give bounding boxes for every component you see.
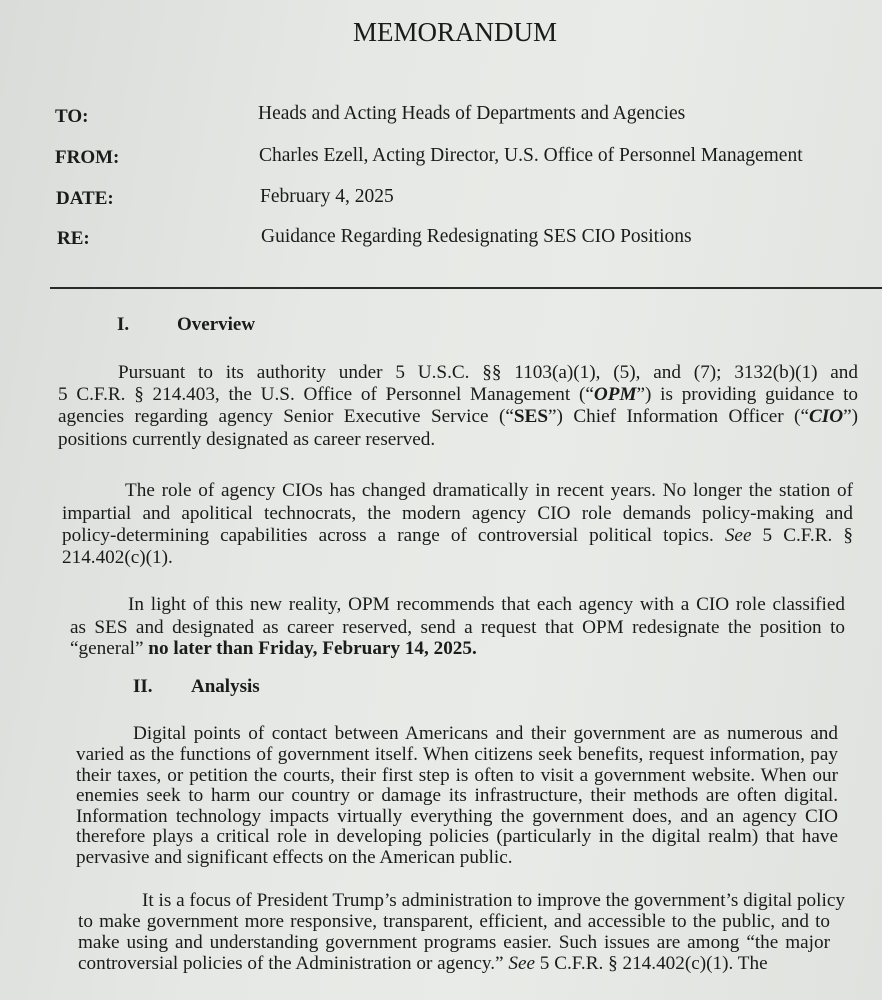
from-value: Charles Ezell, Acting Director, U.S. Office of Personnel Management [259, 145, 803, 166]
section-number-2: II. [133, 676, 153, 697]
text-run: therefore plays a critical role in developing policies (particularly in the digital realm) that have [76, 826, 838, 847]
text-run: SES [513, 406, 549, 427]
text-run: make using and understanding government programs easier. Such issues are among “the major [78, 932, 830, 953]
memo-title: MEMORANDUM [352, 17, 558, 47]
text-line [76, 826, 838, 848]
text-line [58, 429, 858, 451]
text-line [133, 723, 838, 745]
text-run: enemies seek to harm our country or damage its infrastructure, their methods are often digital. [76, 785, 838, 806]
text-run: positions currently designated as career reserved. [58, 429, 436, 450]
text-line [78, 932, 830, 954]
date-value: February 4, 2025 [260, 186, 394, 207]
text-run: ”) is providing guidance to [636, 384, 858, 405]
text-line [76, 847, 838, 869]
text-line [142, 890, 845, 912]
text-run: The role of agency CIOs has changed dramatically in recent years. No longer the station of [125, 480, 853, 501]
text-line [62, 547, 853, 569]
text-run: ”) [843, 406, 858, 427]
to-value: Heads and Acting Heads of Departments and Agencies [258, 103, 686, 124]
text-line [76, 785, 838, 807]
text-line [128, 594, 845, 616]
text-run: controversial policies of the Administration or agency.” [78, 953, 509, 974]
text-run: ”) Chief Information Officer (“ [548, 406, 809, 427]
text-run: 214.402(c)(1). [62, 547, 173, 568]
text-line [76, 765, 838, 787]
text-line [76, 806, 838, 828]
text-run: It is a focus of President Trump’s administration to improve the government’s digital policy [142, 890, 845, 911]
text-run: to make government more responsive, transparent, efficient, and accessible to the public, and to [78, 911, 830, 932]
text-line [78, 953, 830, 975]
text-run: “general” [70, 638, 149, 659]
text-line [125, 480, 853, 502]
text-run: no later than Friday, February 14, 2025. [148, 638, 477, 659]
text-run: Digital points of contact between Americans and their government are as numerous and [133, 723, 838, 744]
text-run: 5 C.F.R. § 214.403, the U.S. Office of Personnel Management (“ [58, 384, 594, 405]
date-label: DATE: [56, 188, 114, 209]
text-run: pervasive and significant effects on the American public. [76, 847, 513, 868]
text-run: Information technology impacts virtually everything the government does, and an agency CIO [76, 806, 838, 827]
text-run: as SES and designated as career reserved, send a request that OPM redesignate the position to [70, 617, 845, 638]
text-run: Pursuant to its authority under 5 U.S.C. §§ 1103(a)(1), (5), and (7); 3132(b)(1) and [118, 362, 858, 383]
section-title-overview: Overview [177, 314, 256, 335]
text-run: 5 C.F.R. § 214.402(c)(1). The [535, 953, 768, 974]
text-run: OPM [593, 384, 637, 405]
section-number-1: I. [117, 314, 130, 335]
re-value: Guidance Regarding Redesignating SES CIO Positions [261, 226, 692, 247]
re-label: RE: [57, 228, 90, 249]
section-title-analysis: Analysis [191, 676, 260, 697]
text-run: impartial and apolitical technocrats, the modern agency CIO role demands policy-making and [62, 503, 853, 524]
text-line [58, 406, 858, 428]
text-run: varied as the functions of government itself. When citizens seek benefits, request information, pay [76, 744, 838, 765]
text-line [118, 362, 858, 384]
text-run: 5 C.F.R. § [751, 525, 853, 546]
text-line [78, 911, 830, 933]
text-line [70, 638, 845, 660]
text-run: CIO [808, 406, 844, 427]
to-label: TO: [55, 106, 89, 127]
header-divider [50, 287, 882, 289]
text-line [62, 525, 853, 547]
text-run: See [724, 525, 752, 546]
text-line [62, 503, 853, 525]
from-label: FROM: [55, 147, 120, 168]
text-run: their taxes, or petition the courts, their first step is often to visit a government website. When our [76, 765, 838, 786]
text-line [70, 617, 845, 639]
text-line [58, 384, 858, 406]
text-run: See [508, 953, 535, 974]
text-run: policy-determining capabilities across a range of controversial political topics. [62, 525, 725, 546]
text-line [76, 744, 838, 766]
text-run: In light of this new reality, OPM recommends that each agency with a CIO role classified [128, 594, 845, 615]
text-run: agencies regarding agency Senior Executive Service (“ [58, 406, 514, 427]
